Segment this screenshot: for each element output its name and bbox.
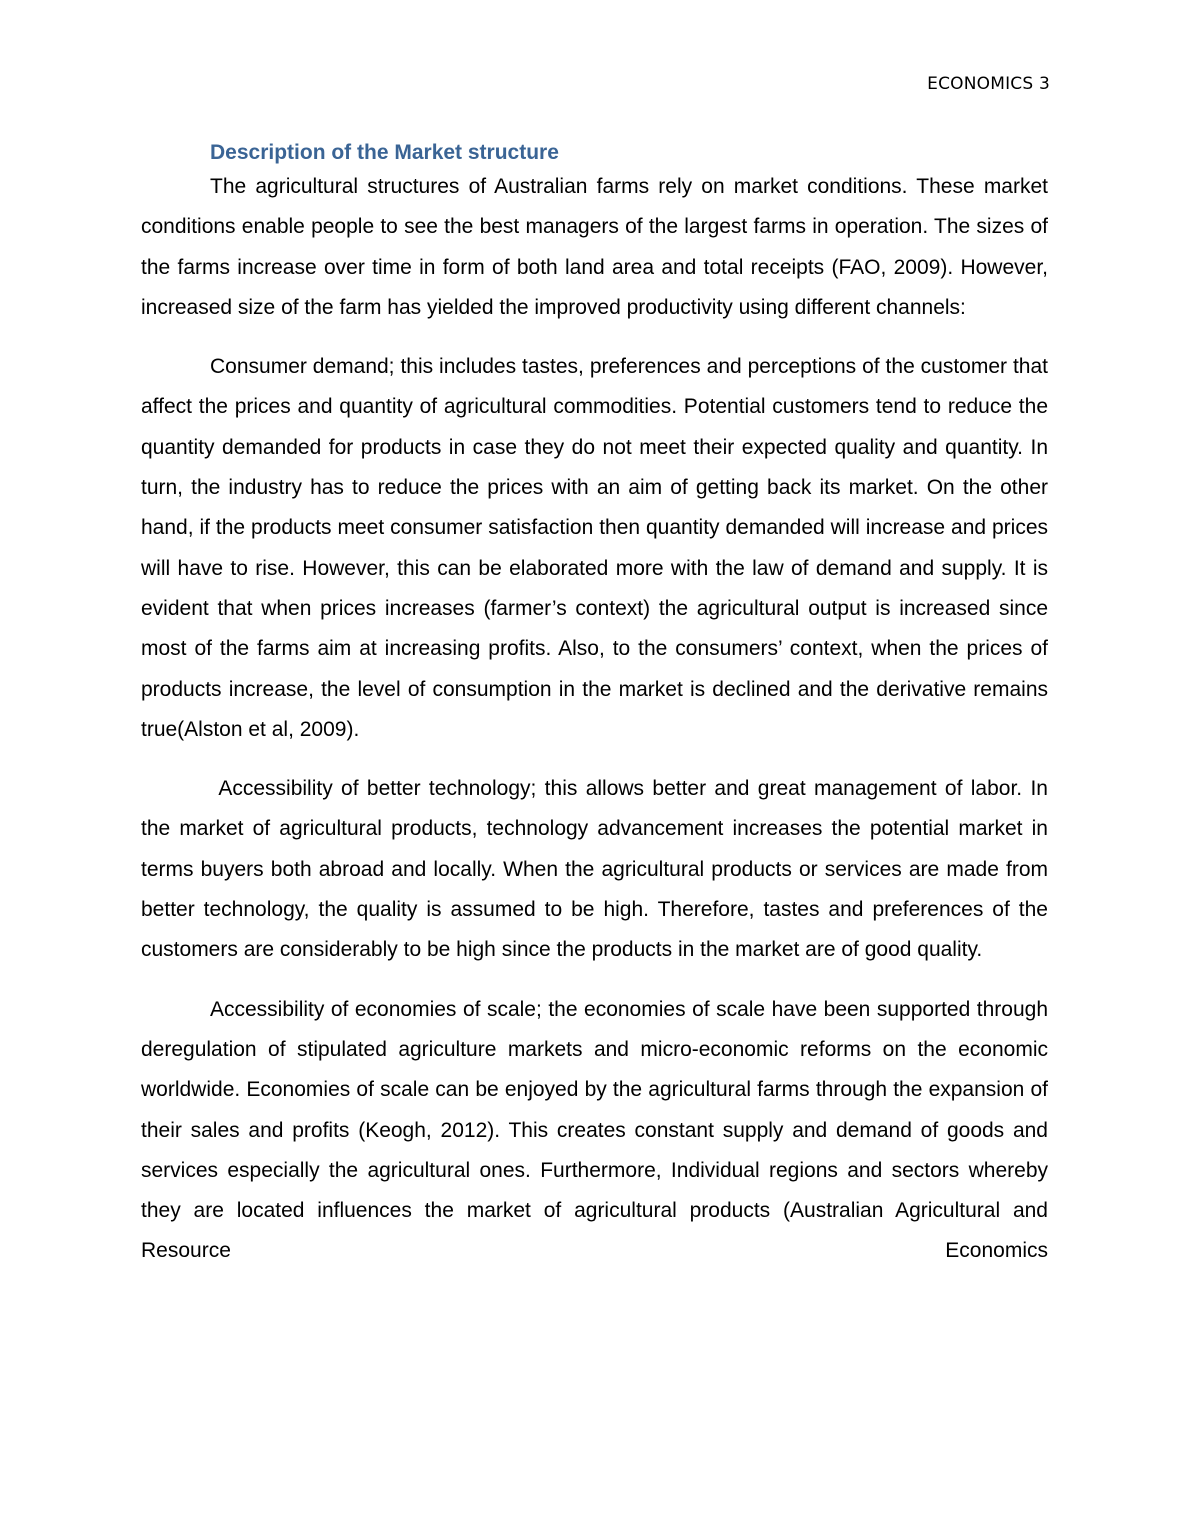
paragraph-technology: Accessibility of better technology; this allows better and great management of labor. In the market of agricultural products, technology advancement increases the potential market in terms buyers both abroad and locally. When the agricultural products or services are made from better technology, the quality is assumed to be high. Therefore, tastes and preferences of the customers are considerably to be high since the products in the market are of good quality. [141,777,1054,962]
paragraph-economies-of-scale: Accessibility of economies of scale; the economies of scale have been supported through deregulation of stipulated agriculture markets and micro-economic reforms on the economic worldwide. Economies of scale can be enjoyed by the agricultural farms through the expansion of their sales and profits (Keogh, 2012). This creates constant supply and demand of goods and services especially the agricultural ones. Furthermore, Individual regions and sectors whereby they are located influences the market of agricultural products (Australian Agricultural and Resource Economics [141,997,1048,1263]
paragraph-market-conditions: The agricultural structures of Australian farms rely on market conditions. These market conditions enable people to see the best managers of the largest farms in operation. The sizes of the farms increase over time in form of both land area and total receipts (FAO, 2009). However, increased size of the farm has yielded the improved productivity using different channels: [141,175,1048,319]
running-head: ECONOMICS 3 [927,74,1050,94]
section-heading: Description of the Market structure [210,141,559,164]
document-body [141,139,1054,1272]
paragraph-consumer-demand: Consumer demand; this includes tastes, preferences and perceptions of the customer that affect the prices and quantity of agricultural commodities. Potential customers tend to reduce the quantity demanded for products in case they do not meet their expected quality and quantity. In turn, the industry has to reduce the prices with an aim of getting back its market. On the other hand, if the products meet consumer satisfaction then quantity demanded will increase and prices will have to rise. However, this can be elaborated more with the law of demand and supply. It is evident that when prices increases (farmer’s context) the agricultural output is increased since most of the farms aim at increasing profits. Also, to the consumers’ context, when the prices of products increase, the level of consumption in the market is declined and the derivative remains true(Alston et al, 2009). [141,355,1048,741]
